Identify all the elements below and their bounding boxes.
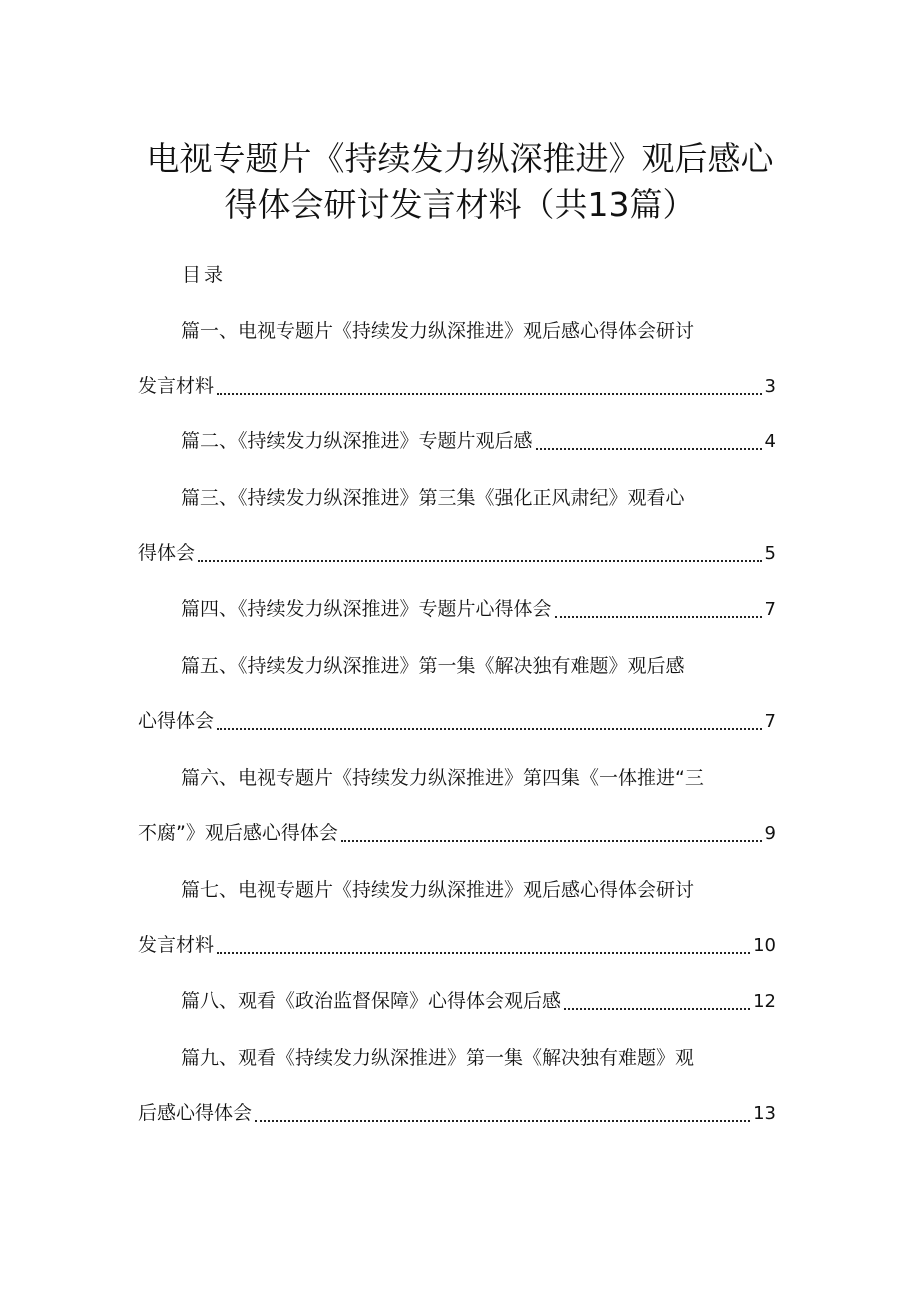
toc-heading: 目录 (182, 264, 227, 286)
toc-entry-3-line-2[interactable] (138, 538, 776, 568)
toc-entry-1-line-1[interactable]: 篇一、电视专题片《持续发力纵深推进》观后感心得体会研讨 (181, 320, 695, 342)
dot-leader (564, 1008, 750, 1010)
toc-entry-label: 心得体会 (138, 710, 215, 732)
toc-page-number: 7 (764, 599, 776, 620)
dot-leader (555, 616, 762, 618)
toc-page-number: 3 (764, 376, 776, 397)
toc-entry-6-line-1[interactable]: 篇六、电视专题片《持续发力纵深推进》第四集《一体推进“三 (181, 767, 704, 789)
toc-entry-label: 发言材料 (138, 934, 215, 956)
dot-leader (217, 393, 762, 395)
toc-entry-label: 不腐”》观后感心得体会 (138, 822, 338, 844)
toc-entry-label: 篇八、观看《政治监督保障》心得体会观后感 (181, 990, 562, 1012)
toc-page-number: 12 (753, 991, 776, 1012)
document-title-line-2: 得体会研讨发言材料（共13篇） (224, 185, 696, 224)
toc-page-number: 9 (764, 823, 776, 844)
dot-leader (255, 1120, 750, 1122)
toc-entry-label: 得体会 (138, 542, 196, 564)
toc-entry-label: 篇二、《持续发力纵深推进》专题片观后感 (181, 430, 533, 452)
toc-page-number: 10 (753, 935, 776, 956)
dot-leader (217, 952, 750, 954)
toc-entry-7-line-1[interactable]: 篇七、电视专题片《持续发力纵深推进》观后感心得体会研讨 (181, 879, 695, 901)
dot-leader (341, 840, 762, 842)
dot-leader (536, 448, 762, 450)
toc-entry-9-line-1[interactable]: 篇九、观看《持续发力纵深推进》第一集《解决独有难题》观 (181, 1047, 695, 1069)
toc-page-number: 7 (764, 711, 776, 732)
toc-entry-9-line-2[interactable] (138, 1098, 776, 1128)
toc-entry-3-line-1[interactable]: 篇三、《持续发力纵深推进》第三集《强化正风肃纪》观看心 (181, 487, 685, 509)
toc-entry-2[interactable] (181, 426, 776, 456)
toc-entry-5-line-2[interactable] (138, 706, 776, 736)
toc-page-number: 5 (764, 543, 776, 564)
toc-entry-7-line-2[interactable] (138, 930, 776, 960)
toc-entry-6-line-2[interactable] (138, 818, 776, 848)
toc-entry-8[interactable] (181, 986, 776, 1016)
toc-entry-4[interactable] (181, 594, 776, 624)
document-title-line-1: 电视专题片《持续发力纵深推进》观后感心 (146, 139, 774, 178)
toc-page-number: 13 (753, 1103, 776, 1124)
dot-leader (198, 560, 762, 562)
toc-page-number: 4 (764, 431, 776, 452)
toc-entry-label: 发言材料 (138, 375, 215, 397)
dot-leader (217, 728, 762, 730)
toc-entry-5-line-1[interactable]: 篇五、《持续发力纵深推进》第一集《解决独有难题》观后感 (181, 655, 685, 677)
toc-entry-label: 后感心得体会 (138, 1102, 253, 1124)
toc-entry-1-line-2[interactable] (138, 371, 776, 401)
toc-entry-label: 篇四、《持续发力纵深推进》专题片心得体会 (181, 598, 552, 620)
